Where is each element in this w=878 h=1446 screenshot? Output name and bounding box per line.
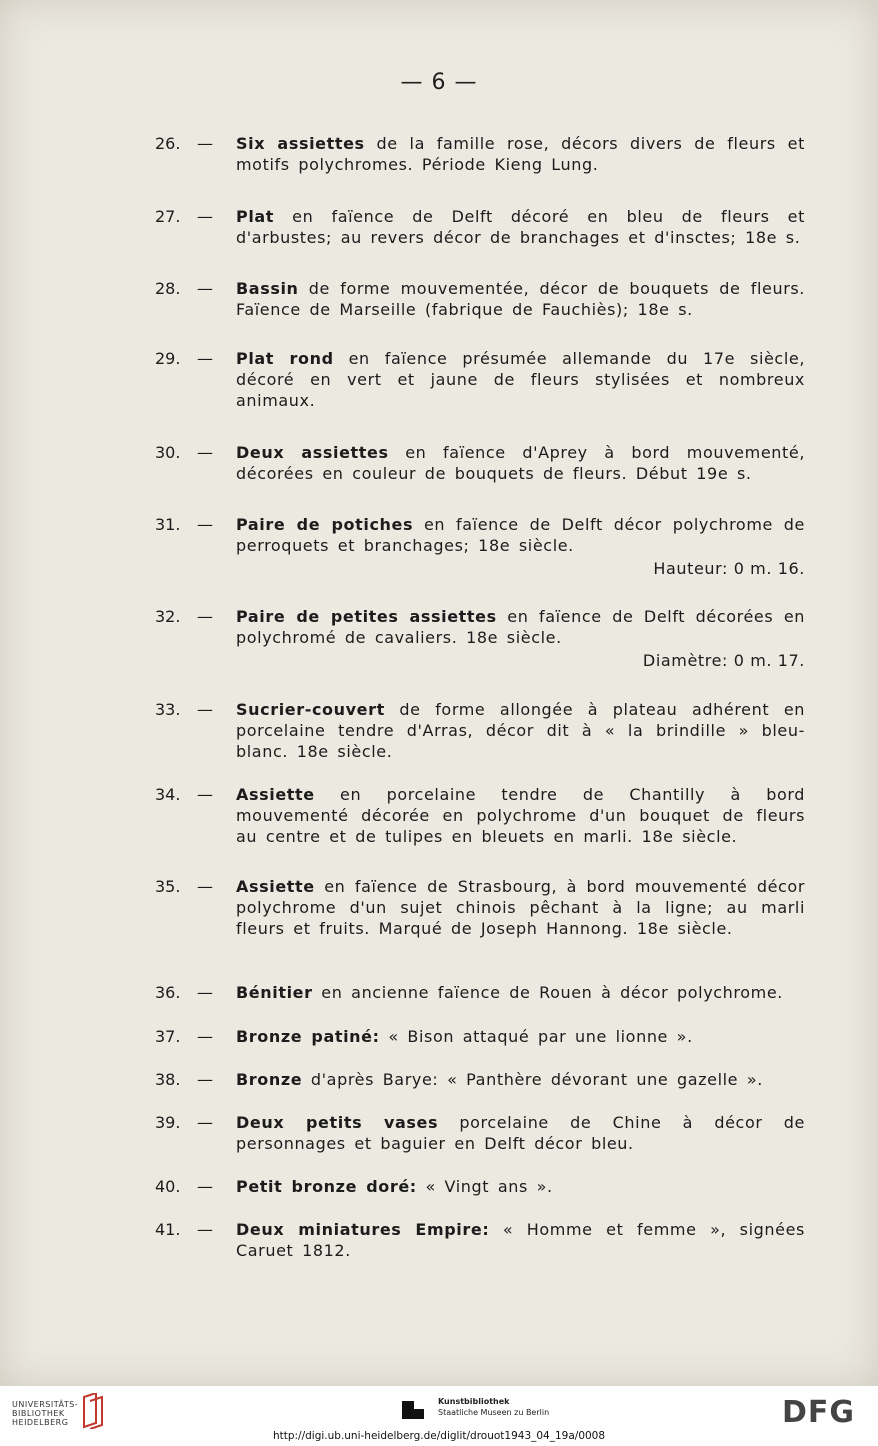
page-number: — 6 — [400, 70, 478, 95]
entry-body [236, 1026, 805, 1047]
entry-dash: — [197, 1177, 213, 1196]
entry-number: 36. [155, 983, 181, 1002]
entry-title: Plat [236, 207, 275, 226]
entry-dash: — [197, 207, 213, 226]
entry-text: de forme allongée à plateau adhérent en porcelaine tendre d'Arras, décor dit à « la brindille » bleu-blanc. 18e siècle. [236, 700, 805, 761]
entry-number: 29. [155, 349, 181, 368]
entry-dash: — [197, 607, 213, 626]
entry-body [236, 1219, 805, 1261]
catalogue-entry [155, 133, 805, 175]
entry-measure: Hauteur: 0 m. 16. [653, 559, 805, 578]
entry-body [236, 982, 805, 1003]
dfg-logo: DFG [782, 1395, 856, 1430]
catalogue-entry [155, 1026, 805, 1047]
entry-text: en ancienne faïence de Rouen à décor polychrome. [312, 983, 783, 1002]
entry-title: Assiette [236, 785, 315, 804]
entry-title: Six assiettes [236, 134, 365, 153]
entry-number: 26. [155, 134, 181, 153]
uni-label-line: BIBLIOTHEK [12, 1409, 65, 1418]
entry-title: Paire de potiches [236, 515, 414, 534]
entry-text: de forme mouvementée, décor de bouquets de fleurs. Faïence de Marseille (fabrique de Fauchiès); 18e s. [236, 279, 805, 319]
uni-label-line: UNIVERSITÄTS- [12, 1400, 79, 1409]
entry-number: 41. [155, 1220, 181, 1239]
entry-dash: — [197, 134, 213, 153]
heidelberg-logo-icon [80, 1393, 104, 1429]
entry-body [236, 606, 805, 648]
entry-dash: — [197, 349, 213, 368]
entry-dash: — [197, 877, 213, 896]
entry-body [236, 1112, 805, 1154]
catalogue-entry [155, 348, 805, 411]
entry-body [236, 206, 805, 248]
entry-number: 31. [155, 515, 181, 534]
kunstbibliothek-logo-icon [400, 1397, 426, 1421]
entry-title: Bénitier [236, 983, 313, 1002]
catalogue-entry [155, 876, 805, 939]
catalogue-entry [155, 982, 805, 1003]
entry-number: 40. [155, 1177, 181, 1196]
entry-body [236, 876, 805, 939]
entry-text: en faïence de Delft décorées en polychromé de cavaliers. 18e siècle. [236, 607, 806, 647]
entry-body [236, 348, 805, 411]
entry-dash: — [197, 983, 213, 1002]
entry-body [236, 278, 805, 320]
entry-number: 35. [155, 877, 181, 896]
entry-number: 34. [155, 785, 181, 804]
entry-number: 39. [155, 1113, 181, 1132]
entry-number: 38. [155, 1070, 181, 1089]
catalogue-entry [155, 206, 805, 248]
entry-title: Deux miniatures Empire: [236, 1220, 490, 1239]
catalogue-entry [155, 1176, 805, 1197]
catalogue-entry [155, 1069, 805, 1090]
entry-title: Bronze [236, 1070, 303, 1089]
entry-body [236, 1176, 805, 1197]
catalogue-entry [155, 1219, 805, 1261]
entry-title: Deux assiettes [236, 443, 389, 462]
entry-text: en faïence présumée allemande du 17e siècle, décoré en vert et jaune de fleurs stylisées et nombreux animaux. [236, 349, 806, 410]
entry-text: « Homme et femme », signées Caruet 1812. [236, 1220, 805, 1260]
entry-text: de la famille rose, décors divers de fleurs et motifs polychromes. Période Kieng Lung. [236, 134, 805, 174]
entry-dash: — [197, 1070, 213, 1089]
entry-dash: — [197, 700, 213, 719]
catalogue-entry [155, 784, 805, 847]
uni-label-line: HEIDELBERG [12, 1418, 69, 1427]
catalogue-entry [155, 699, 805, 762]
entry-body [236, 133, 805, 175]
entry-title: Plat rond [236, 349, 334, 368]
entry-number: 30. [155, 443, 181, 462]
entry-text: en faïence de Delft décor polychrome de perroquets et branchages; 18e siècle. [236, 515, 806, 555]
entry-text: d'après Barye: « Panthère dévorant une gazelle ». [302, 1070, 763, 1089]
source-url[interactable]: http://digi.ub.uni-heidelberg.de/diglit/drouot1943_04_19a/0008 [272, 1430, 606, 1442]
kunstbibliothek-label [438, 1396, 549, 1418]
entry-dash: — [197, 443, 213, 462]
entry-title: Petit bronze doré: [236, 1177, 417, 1196]
catalogue-entry [155, 606, 805, 671]
catalogue-entry [155, 514, 805, 579]
entry-number: 27. [155, 207, 181, 226]
entry-body [236, 442, 805, 484]
entry-title: Deux petits vases [236, 1113, 439, 1132]
entry-title: Assiette [236, 877, 315, 896]
entry-text: « Bison attaqué par une lionne ». [379, 1027, 693, 1046]
entry-number: 33. [155, 700, 181, 719]
entry-measure: Diamètre: 0 m. 17. [642, 651, 805, 670]
entry-text: en porcelaine tendre de Chantilly à bord mouvementé décorée en polychrome d'un bouquet de fleurs au centre et de tulipes en bleuets en marli. 18e siècle. [236, 785, 805, 846]
entry-dash: — [197, 515, 213, 534]
kb-title: Kunstbibliothek [438, 1397, 510, 1406]
kb-subtitle: Staatliche Museen zu Berlin [438, 1408, 550, 1417]
entry-text: en faïence de Strasbourg, à bord mouvementé décor polychrome d'un sujet chinois pêchant à la ligne; au marli fleurs et fruits. Marqué de Joseph Hannong. 18e siècle. [236, 877, 805, 938]
entry-body [236, 514, 805, 556]
entry-dash: — [197, 279, 213, 298]
entry-body [236, 784, 805, 847]
entry-dash: — [197, 1113, 213, 1132]
entry-title: Bassin [236, 279, 299, 298]
entry-title: Sucrier-couvert [236, 700, 385, 719]
entry-title: Paire de petites assiettes [236, 607, 497, 626]
catalogue-entry [155, 1112, 805, 1154]
entry-dash: — [197, 785, 213, 804]
entry-text: en faïence de Delft décoré en bleu de fleurs et d'arbustes; au revers décor de branchages et d'insctes; 18e s. [236, 207, 805, 247]
catalogue-entry [155, 278, 805, 320]
entry-title: Bronze patiné: [236, 1027, 380, 1046]
entry-dash: — [197, 1027, 213, 1046]
catalogue-entry [155, 442, 805, 484]
university-library-label [12, 1400, 82, 1427]
entry-body [236, 1069, 805, 1090]
entry-number: 28. [155, 279, 181, 298]
entry-text: en faïence d'Aprey à bord mouvementé, décorées en couleur de bouquets de fleurs. Début 19e s. [236, 443, 806, 483]
entry-text: « Vingt ans ». [416, 1177, 553, 1196]
entry-text: porcelaine de Chine à décor de personnages et baguier en Delft décor bleu. [236, 1113, 805, 1153]
entry-number: 37. [155, 1027, 181, 1046]
entry-number: 32. [155, 607, 181, 626]
entry-body [236, 699, 805, 762]
entry-dash: — [197, 1220, 213, 1239]
